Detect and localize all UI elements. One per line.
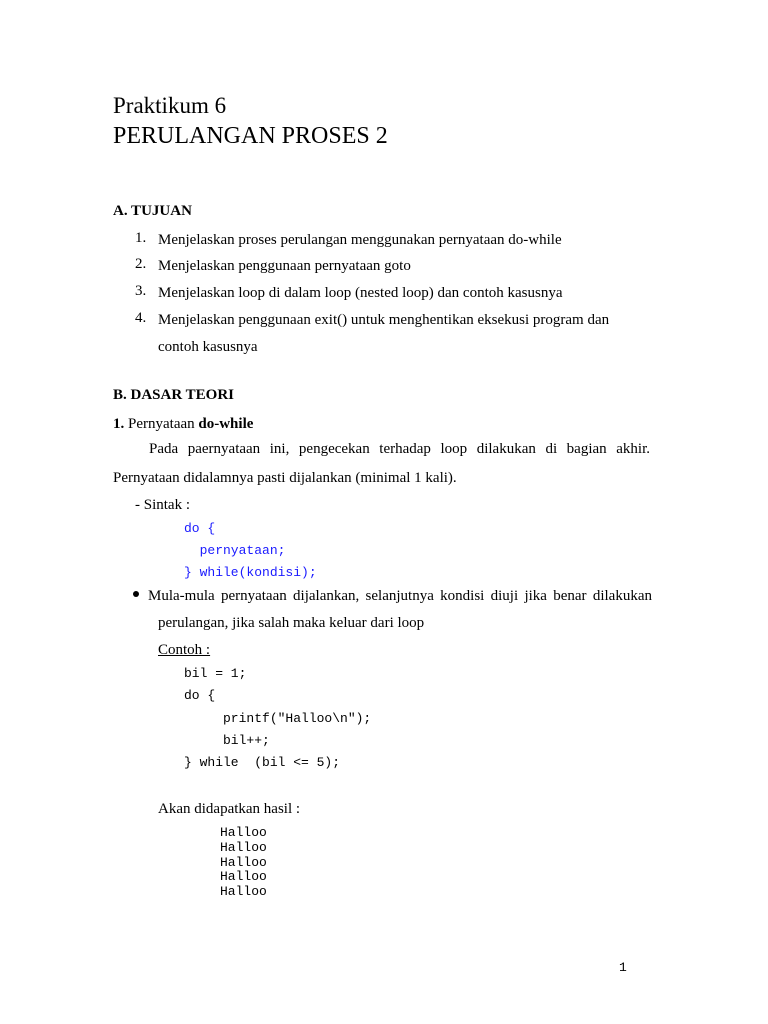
bullet-text-line: Mula-mula pernyataan dijalankan, selanjutnya kondisi diuji jika benar dilakukan xyxy=(148,588,652,604)
section-a-heading: A. TUJUAN xyxy=(113,203,192,219)
page-title: PERULANGAN PROSES 2 xyxy=(113,123,388,149)
syntax-code-line: pernyataan; xyxy=(184,543,286,558)
output-line: Halloo xyxy=(220,825,267,840)
subsection-title xyxy=(113,415,253,433)
list-item: Menjelaskan proses perulangan menggunakan pernyataan do-while xyxy=(158,232,562,248)
practicum-number: Praktikum 6 xyxy=(113,93,227,118)
result-label: Akan didapatkan hasil : xyxy=(158,801,301,817)
example-label: Contoh : xyxy=(158,642,211,658)
section-b-heading: B. DASAR TEORI xyxy=(113,387,235,403)
subsection-keyword: do-while xyxy=(198,416,254,432)
subsection-prefix: Pernyataan xyxy=(128,416,195,432)
list-item: Menjelaskan loop di dalam loop (nested loop) dan contoh kasusnya xyxy=(158,285,563,301)
paragraph-line: Pernyataan didalamnya pasti dijalankan (minimal 1 kali). xyxy=(113,470,457,486)
syntax-code-line: do { xyxy=(184,521,216,536)
page-number: 1 xyxy=(619,960,627,975)
example-code-line: bil++; xyxy=(184,733,270,748)
output-line: Halloo xyxy=(220,855,267,870)
syntax-code-line: } while(kondisi); xyxy=(184,565,317,580)
list-item: Menjelaskan penggunaan pernyataan goto xyxy=(158,258,411,274)
example-code-line: bil = 1; xyxy=(184,666,247,681)
list-item-number: 4. xyxy=(135,310,147,326)
list-item: Menjelaskan penggunaan exit() untuk menghentikan eksekusi program dan xyxy=(158,312,610,328)
output-line: Halloo xyxy=(220,869,267,884)
list-item-continuation: contoh kasusnya xyxy=(158,339,258,355)
output-line: Halloo xyxy=(220,884,267,899)
example-code-line: printf("Halloo\n"); xyxy=(184,711,372,726)
example-code-line: do { xyxy=(184,688,216,703)
list-item-number: 1. xyxy=(135,230,147,246)
bullet-icon xyxy=(133,591,139,597)
example-code-line: } while (bil <= 5); xyxy=(184,755,341,770)
bullet-text-line: perulangan, jika salah maka keluar dari loop xyxy=(158,615,425,631)
subsection-number: 1. xyxy=(113,416,125,432)
syntax-label: - Sintak : xyxy=(135,497,190,513)
list-item-number: 3. xyxy=(135,283,147,299)
output-line: Halloo xyxy=(220,840,267,855)
list-item-number: 2. xyxy=(135,256,147,272)
paragraph-line: Pada paernyataan ini, pengecekan terhadap loop dilakukan di bagian akhir. xyxy=(149,441,650,457)
